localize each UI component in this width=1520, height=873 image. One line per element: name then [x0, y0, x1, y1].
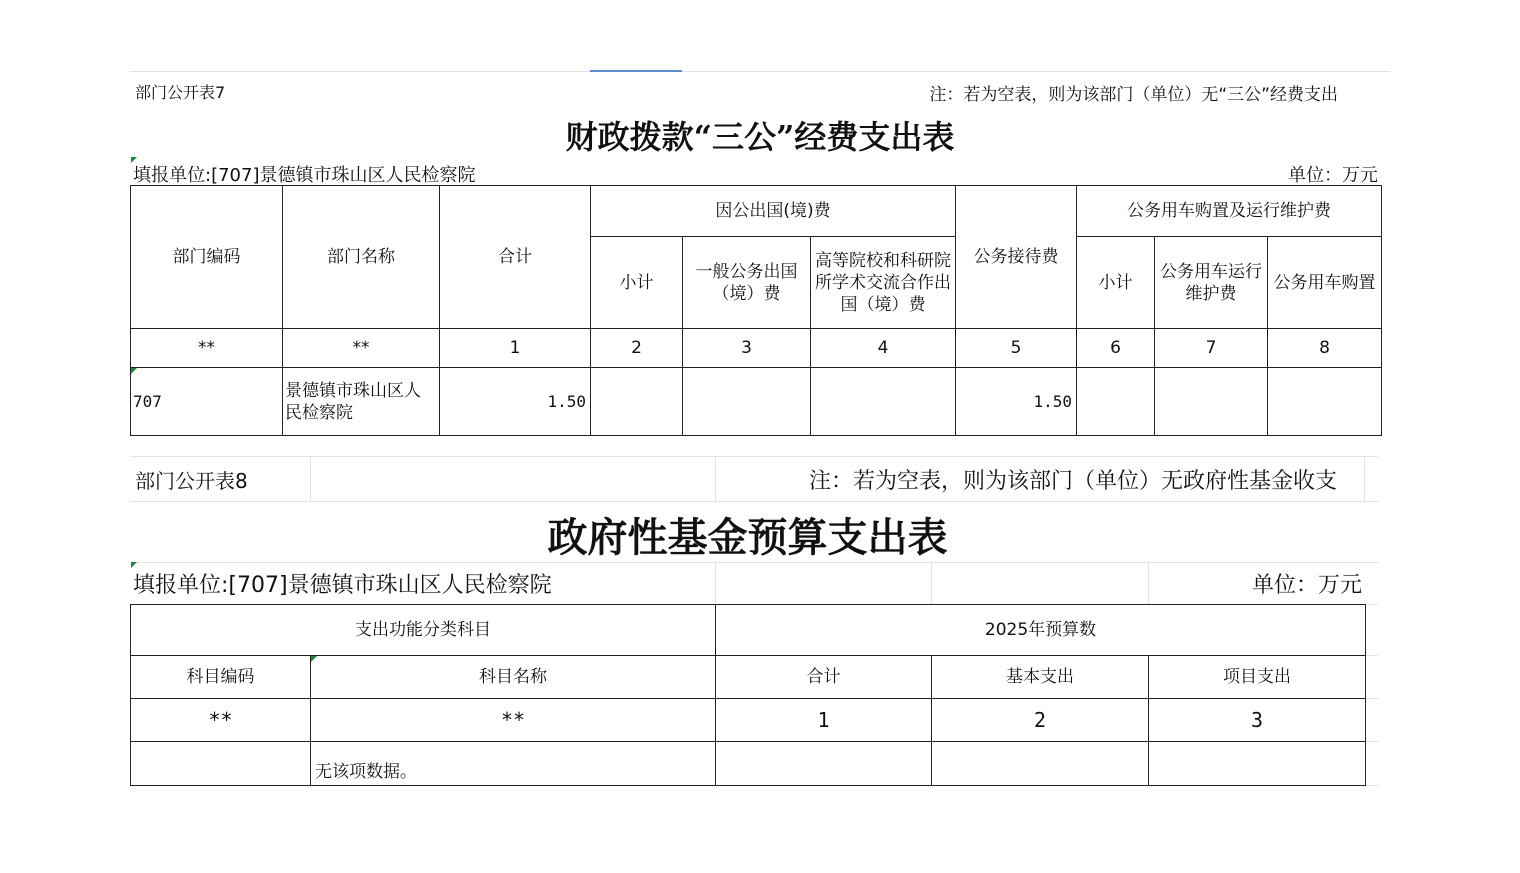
- table8-title: 政府性基金预算支出表: [547, 514, 948, 561]
- header-total: 合计: [716, 656, 932, 699]
- table7-fill-unit: 填报单位:[707]景德镇市珠山区人民检察院: [133, 165, 476, 186]
- cell-selection-mark: [590, 70, 682, 72]
- sheet-gridline: [1364, 456, 1365, 501]
- table-cell: **: [131, 329, 283, 368]
- table-cell: 1: [440, 329, 591, 368]
- sheet-gridline: [310, 456, 311, 501]
- header-dept-code: 部门编码: [131, 186, 283, 329]
- sheet-gridline: [1364, 741, 1378, 742]
- table-cell: **: [311, 699, 716, 742]
- table-cell: [131, 742, 311, 786]
- table-cell: 4: [811, 329, 956, 368]
- header-subject-code: 科目编码: [131, 656, 311, 699]
- sheet-gridline: [715, 562, 716, 604]
- header-vehicle-subtotal: 小计: [1077, 237, 1155, 329]
- table8-grid: [130, 604, 1366, 786]
- table-cell: 1.50: [440, 368, 591, 436]
- table8-unit: 单位：万元: [1251, 573, 1362, 598]
- header-abroad-academic: 高等院校和科研院所学术交流合作出国（境）费: [811, 237, 956, 329]
- table-cell: 1.50: [956, 368, 1077, 436]
- table-cell: 7: [1155, 329, 1268, 368]
- header-vehicle-purchase: 公务用车购置: [1268, 237, 1382, 329]
- cell-comment-marker-icon: [311, 656, 317, 662]
- sheet-gridline: [130, 501, 1378, 502]
- sheet-gridline: [1364, 785, 1378, 786]
- header-vehicle-operation: 公务用车运行维护费: [1155, 237, 1268, 329]
- table-cell: 无该项数据。: [311, 742, 716, 786]
- header-total: 合计: [440, 186, 591, 329]
- table-cell: 5: [956, 329, 1077, 368]
- sheet-gridline: [1364, 655, 1378, 656]
- header-category-group: 支出功能分类科目: [131, 605, 716, 656]
- sheet-gridline: [130, 71, 1390, 72]
- table-cell: [1149, 742, 1366, 786]
- table-row: [131, 368, 1382, 436]
- table8-label: 部门公开表8: [135, 469, 248, 493]
- table-index-row: [131, 699, 1366, 742]
- table-cell: [716, 742, 932, 786]
- table7-grid: [130, 185, 1382, 436]
- table-cell: [1155, 368, 1268, 436]
- table7-label: 部门公开表7: [135, 83, 226, 102]
- table-cell: 1: [716, 699, 932, 742]
- table-cell: 3: [683, 329, 811, 368]
- table8-note: 注：若为空表，则为该部门（单位）无政府性基金收支: [808, 469, 1337, 494]
- sheet-gridline: [931, 562, 932, 604]
- table-row: [131, 742, 1366, 786]
- sheet-gridline: [715, 456, 716, 501]
- header-vehicle-group: 公务用车购置及运行维护费: [1077, 186, 1382, 237]
- table-cell: 2: [932, 699, 1149, 742]
- header-abroad-general: 一般公务出国（境）费: [683, 237, 811, 329]
- table-index-row: [131, 329, 1382, 368]
- table8-fill-unit: 填报单位:[707]景德镇市珠山区人民检察院: [133, 573, 552, 598]
- header-dept-name: 部门名称: [283, 186, 440, 329]
- table-cell: **: [283, 329, 440, 368]
- table-cell: [683, 368, 811, 436]
- sheet-gridline: [1148, 562, 1149, 604]
- sheet-gridline: [1364, 698, 1378, 699]
- table-cell: [1268, 368, 1382, 436]
- table-cell: 6: [1077, 329, 1155, 368]
- header-project: 项目支出: [1149, 656, 1366, 699]
- header-abroad-subtotal: 小计: [591, 237, 683, 329]
- table-cell: **: [131, 699, 311, 742]
- header-abroad-group: 因公出国(境)费: [591, 186, 956, 237]
- table-cell: 3: [1149, 699, 1366, 742]
- table-cell: 景德镇市珠山区人民检察院: [283, 368, 440, 436]
- table-cell: 707: [131, 368, 283, 436]
- table7-title: 财政拨款“三公”经费支出表: [565, 118, 955, 156]
- table-cell: [932, 742, 1149, 786]
- table-cell: [591, 368, 683, 436]
- table7-unit: 单位：万元: [1288, 165, 1378, 186]
- header-subject-name: 科目名称: [311, 656, 716, 699]
- table-cell: 8: [1268, 329, 1382, 368]
- sheet-gridline: [1364, 604, 1378, 605]
- header-budget-group: 2025年预算数: [716, 605, 1366, 656]
- table-cell: [1077, 368, 1155, 436]
- header-reception: 公务接待费: [956, 186, 1077, 329]
- table-cell: [811, 368, 956, 436]
- table7-note: 注：若为空表，则为该部门（单位）无“三公”经费支出: [929, 85, 1338, 105]
- table-cell: 2: [591, 329, 683, 368]
- cell-comment-marker-icon: [131, 368, 137, 374]
- header-basic: 基本支出: [932, 656, 1149, 699]
- sheet-gridline: [130, 456, 1378, 457]
